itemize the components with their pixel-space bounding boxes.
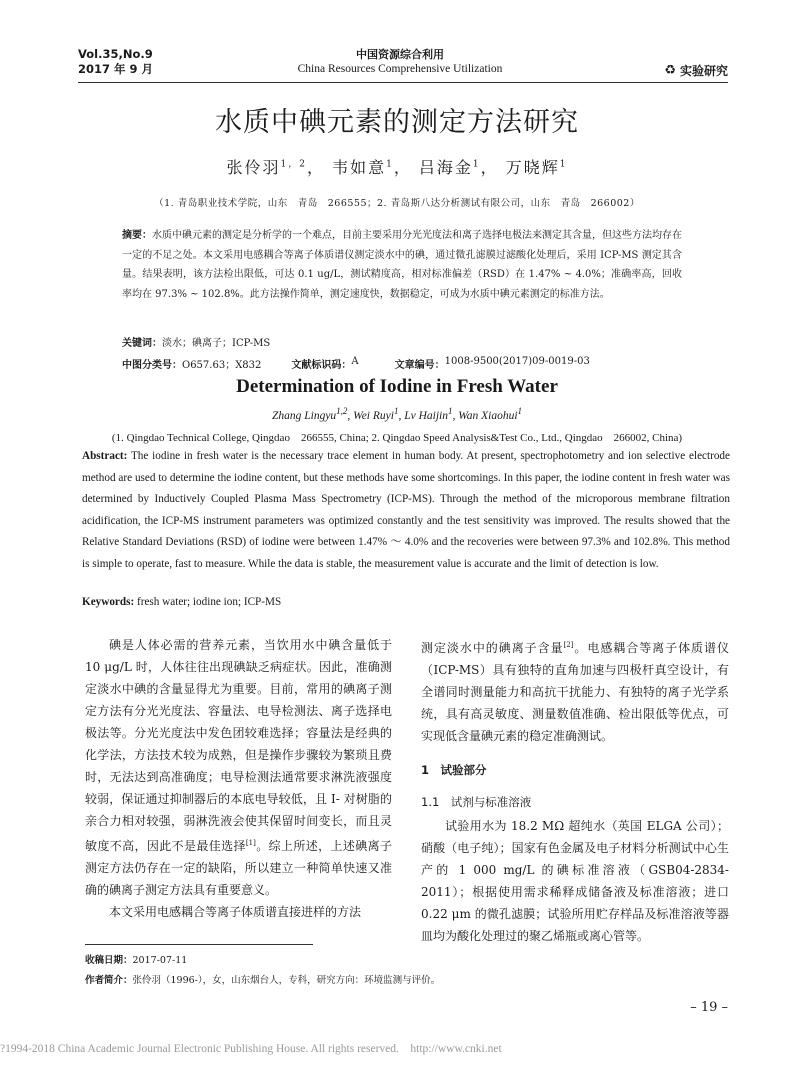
body-column-left xyxy=(85,634,392,923)
affiliation-zh: （1. 青岛职业技术学院，山东 青岛 266555；2. 青岛斯八达分析测试有限公司，山东 青岛 266002） xyxy=(154,198,640,209)
body-text: 。综上所述，上述碘离子测定方法仍存在一定的缺陷，所以建立一种简单快速又准确的碘离子测定方法具有重要意义。 xyxy=(85,839,392,897)
authors-zh: 张伶羽$^{1,2}$， 韦如意$^1$， 吕海金$^1$， 万晓辉$^1$ xyxy=(226,158,568,177)
body-paragraph: 试验用水为 18.2 MΩ 超纯水（英国 ELGA 公司）；硝酸（电子纯）；国家有色金属及电子材料分析测试中心生产的 1 000 mg/L 的碘标准溶液（GSB04-2834-2011）；根据使用需求稀释成储备液及标准溶液；进口 0.22 μm 的微孔滤膜；试验所用贮存样品及标准溶液等器皿均为酸化处理过的聚乙烯瓶或离心管等。 xyxy=(421,819,729,943)
copyright-line: ?1994-2018 China Academic Journal Electronic Publishing House. All rights reserved. http://www.cnki.net xyxy=(0,1043,502,1055)
volume-issue: Vol.35,No.9 xyxy=(78,47,153,61)
recycle-icon: ♻ xyxy=(664,63,676,78)
body-paragraph xyxy=(85,634,392,901)
journal-name-en: China Resources Comprehensive Utilization xyxy=(297,63,503,75)
received-label: 收稿日期： xyxy=(85,955,133,966)
keywords-zh-text: 淡水；碘离子；ICP-MS xyxy=(162,338,271,349)
page-number: – 19 – xyxy=(690,1000,728,1015)
abstract-zh-text: 水质中碘元素的测定是分析学的一个难点，目前主要采用分光光度法和离子选择电极法来测定其含量，但这些方法均存在一定的不足之处。本文采用电感耦合等离子体质谱仪测定淡水中的碘，通过微孔滤膜过滤酸化处理后，采用 ICP-MS 测定其含量。结果表明，该方法检出限低，可达 0.1 ug/L，测试精度高，相对标准偏差（RSD）在 1.47% ~ 4.0%；准确率高，回收率均在 97.3% ~ 102.8%。此方法操作简单，测定速度快，数据稳定，可成为水质中碘元素测定的标准方法。 xyxy=(122,230,682,301)
section-heading: 1 试验部分 xyxy=(421,763,487,777)
author-sup: 1 xyxy=(559,159,568,170)
body-text: 测定淡水中的碘离子含量 xyxy=(421,641,564,655)
bio-value: 张伶羽（1996-），女，山东烟台人，专科，研究方向：环境监测与评价。 xyxy=(132,975,441,986)
received-date xyxy=(85,952,187,966)
citation: [2] xyxy=(563,641,574,649)
subsection-heading: 1.1 试剂与标准溶液 xyxy=(421,795,532,809)
author-sup: 1，2 xyxy=(280,159,307,170)
author-sup-en: 1 xyxy=(517,406,523,416)
keywords-en-text: fresh water; iodine ion; ICP-MS xyxy=(137,596,282,608)
author-sup-en: 1 xyxy=(447,406,453,416)
body-text: 。电感耦合等离子体质谱仪（ICP-MS）具有独特的直角加速与四极杆真空设计，有全谱同时测量能力和高抗干扰能力、有独特的离子光学系统，具有高灵敏度、测量数值准确、检出限低等优点，可实现低含量碘元素的稳定准确测试。 xyxy=(421,641,729,743)
running-header-center xyxy=(250,47,550,77)
body-column-right xyxy=(421,634,729,947)
body-paragraph xyxy=(421,634,729,747)
keywords-en-label: Keywords: xyxy=(82,596,135,608)
section-label xyxy=(664,62,728,79)
paper-title-zh: 水质中碘元素的测定方法研究 xyxy=(215,107,579,138)
abstract-zh-label: 摘要： xyxy=(122,230,152,241)
body-paragraph: 本文采用电感耦合等离子体质谱直接进样的方法 xyxy=(109,905,362,919)
abstract-zh xyxy=(122,226,682,305)
journal-name-zh: 中国资源综合利用 xyxy=(356,48,444,61)
classification-row xyxy=(122,356,590,371)
bio-label: 作者简介： xyxy=(85,975,133,986)
author-name-en: Wei Ruyi xyxy=(353,409,394,422)
author-name: 吕海金 xyxy=(418,158,473,177)
authors-en: Zhang Lingyu$^{1,2}$, Wei Ruyi$^1$, Lv Haijin$^1$, Wan Xiaohui$^1$ xyxy=(271,406,523,422)
body-text: 碘是人体必需的营养元素，当饮用水中碘含量低于 10 μg/L 时，人体往往出现碘缺乏病症状。因此，准确测定淡水中碘的含量显得尤为重要。目前，常用的碘离子测定方法有分光光度法、容量法、电导检测法、离子选择电极法等。分光光度法中发色团较难选择；容量法是经典的化学法，方法技术较为成熟，但是操作步骤较为繁琐且费时，无法达到高准确度；电导检测法通常要求淋洗液强度较弱，保证通过抑制器后的本底电导较低，且 I- 对树脂的亲合力相对较强，弱淋洗液会使其保留时间变长，而且灵敏度不高，因此不是最佳选择 xyxy=(85,638,392,853)
author-name-en: Lv Haijin xyxy=(404,409,448,422)
author-name: 万晓辉 xyxy=(505,158,560,177)
article-no-label: 文章编号： xyxy=(394,360,445,371)
author-sup-en: 1 xyxy=(393,406,399,416)
author-name-en: Wan Xiaohui xyxy=(458,409,518,422)
running-header-left xyxy=(78,47,153,77)
abstract-en xyxy=(82,446,730,576)
footnote-rule xyxy=(85,944,313,945)
author-name-en: Zhang Lingyu xyxy=(271,409,337,422)
received-value: 2017-07-11 xyxy=(132,955,188,966)
doc-code-value: A xyxy=(351,356,359,367)
citation: [1] xyxy=(245,839,256,847)
keywords-zh-label: 关键词： xyxy=(122,338,162,349)
author-name: 张伶羽 xyxy=(226,158,281,177)
paper-title-en: Determination of Iodine in Fresh Water xyxy=(236,376,558,397)
keywords-en xyxy=(82,596,281,608)
abstract-en-text: The iodine in fresh water is the necessary trace element in human body. At present, spectrophotometry and ion selective electrode method are used to determine the iodine content, but these methods have some shortcomings. In this paper, the iodine content in fresh water was determined by Inductively Coupled Plasma Mass Spectrometry (ICP-MS). Through the method of the microporous membrane filtration acidification, the ICP-MS instrument parameters was optimized constantly and the test sensitivity was improved. The results showed that the Relative Standard Deviations (RSD) of iodine were between 1.47% ～ 4.0% and the recoveries were between 97.3% and 102.8%. This method is simple to operate, fast to measure. While the data is stable, the measurement value is accurate and the limit of detection is low. xyxy=(82,450,730,570)
author-sup: 1 xyxy=(386,159,394,170)
author-bio xyxy=(85,972,440,986)
affiliation-en: (1. Qingdao Technical College, Qingdao 266555, China; 2. Qingdao Speed Analysis&Test Co., Ltd., Qingdao 266002, China) xyxy=(111,432,683,444)
abstract-en-label: Abstract: xyxy=(82,450,128,462)
doc-code-label: 文献标识码： xyxy=(291,360,352,371)
author-sup: 1 xyxy=(472,159,481,170)
article-no-value: 1008-9500(2017)09-0019-03 xyxy=(444,356,590,367)
author-name: 韦如意 xyxy=(332,158,387,177)
header-rule xyxy=(78,82,728,83)
clc-label: 中图分类号： xyxy=(122,360,182,371)
section-name: 实验研究 xyxy=(679,64,728,78)
clc-value: O657.63；X832 xyxy=(182,360,262,371)
keywords-zh xyxy=(122,334,270,349)
issue-date: 2017 年 9 月 xyxy=(78,62,154,76)
author-sup-en: 1,2 xyxy=(336,406,348,416)
